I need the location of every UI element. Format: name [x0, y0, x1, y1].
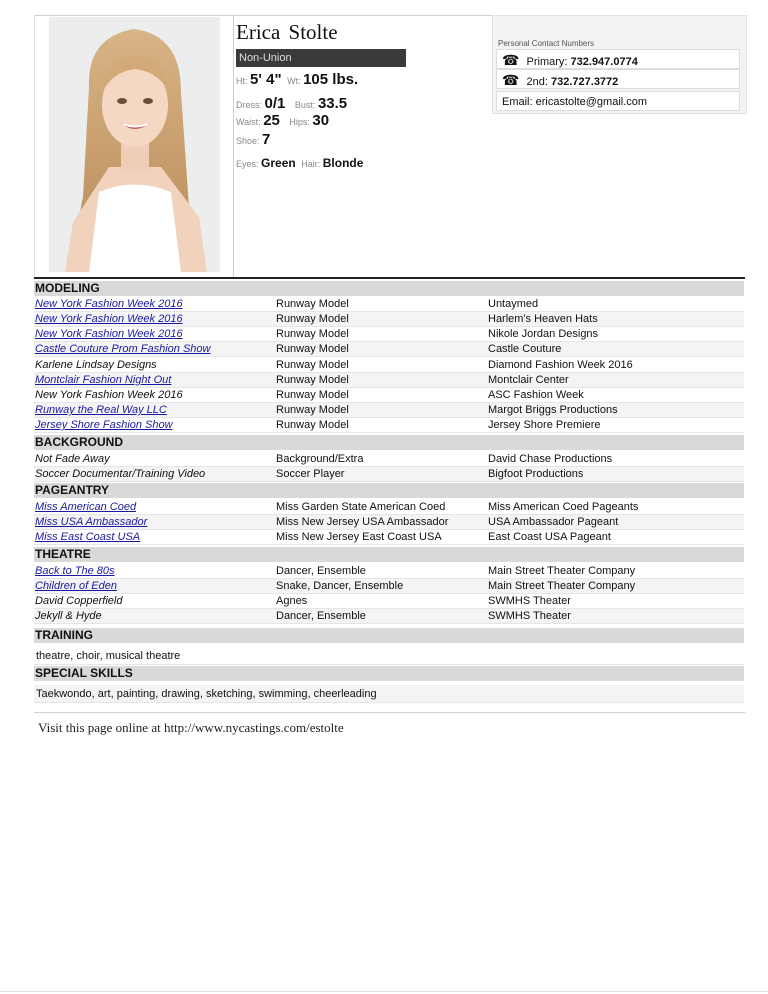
credit-project-link[interactable]: Montclair Fashion Night Out	[35, 373, 172, 386]
height-value: 5' 4"	[250, 71, 282, 88]
second-phone	[496, 69, 740, 89]
credit-role: Runway Model	[276, 313, 349, 326]
credit-row	[34, 452, 744, 467]
dress-bust-row	[236, 95, 350, 112]
credit-company: ASC Fashion Week	[488, 388, 584, 401]
headshot-frame	[34, 15, 234, 277]
credit-role: Runway Model	[276, 388, 349, 401]
footer-divider	[34, 712, 745, 713]
hair-value: Blonde	[322, 156, 364, 170]
bottom-rule	[0, 991, 768, 992]
credit-role: Runway Model	[276, 298, 349, 310]
waist-label: Waist:	[236, 117, 261, 127]
credit-row	[34, 388, 744, 403]
credit-row	[34, 594, 744, 609]
credit-role: Agnes	[276, 595, 308, 608]
shoe-value: 7	[262, 131, 271, 148]
eyes-value: Green	[261, 156, 296, 170]
credit-row	[34, 467, 744, 482]
credit-company: Main Street Theater Company	[488, 580, 636, 593]
credit-company: East Coast USA Pageant	[488, 531, 611, 544]
credit-role: Runway Model	[276, 404, 349, 417]
email-value: ericastolte@gmail.com	[535, 96, 648, 108]
section-header-training: TRAINING	[34, 628, 744, 643]
section-header-background: BACKGROUND	[34, 435, 744, 450]
credit-row	[34, 564, 744, 579]
credit-project-link[interactable]: Miss USA Ambassador	[35, 516, 148, 529]
credit-role: Miss Garden State American Coed	[276, 501, 446, 513]
section-header-modeling: MODELING	[34, 281, 744, 296]
phone-icon: ☎	[502, 72, 520, 88]
waist-hips-row	[236, 112, 332, 129]
shoe-row	[236, 131, 273, 148]
email-label: Email:	[502, 96, 533, 108]
second-phone-label: 2nd:	[526, 76, 548, 88]
credit-row	[34, 373, 744, 388]
credit-row	[34, 530, 744, 545]
weight-value: 105 lbs.	[303, 71, 359, 88]
credit-role: Miss New Jersey East Coast USA	[276, 531, 442, 544]
credit-company: Miss American Coed Pageants	[488, 501, 639, 513]
credit-role: Runway Model	[276, 419, 349, 432]
credit-company: Margot Briggs Productions	[488, 404, 618, 417]
credit-row	[34, 327, 744, 342]
credit-project: Karlene Lindsay Designs	[35, 358, 157, 371]
union-status: Non-Union	[236, 49, 406, 67]
credit-project-link[interactable]: Runway the Real Way LLC	[35, 404, 167, 417]
credit-project-link[interactable]: Jersey Shore Fashion Show	[35, 419, 173, 432]
hips-label: Hips:	[289, 117, 310, 127]
email-box	[496, 91, 740, 111]
credit-role: Snake, Dancer, Ensemble	[276, 580, 404, 593]
contact-panel	[492, 15, 747, 114]
height-weight-row	[236, 71, 361, 88]
eyes-label: Eyes:	[236, 159, 259, 169]
credit-project-link[interactable]: New York Fashion Week 2016	[35, 328, 183, 341]
credit-role: Runway Model	[276, 343, 349, 356]
credit-row	[34, 403, 744, 418]
credit-project: New York Fashion Week 2016	[35, 388, 183, 401]
credit-company: Nikole Jordan Designs	[488, 328, 599, 341]
credit-company: Diamond Fashion Week 2016	[488, 358, 633, 371]
credit-role: Soccer Player	[276, 468, 345, 481]
credit-row	[34, 515, 744, 530]
credit-company: SWMHS Theater	[488, 610, 571, 623]
profile-header	[34, 15, 745, 277]
credit-project-link[interactable]: Miss East Coast USA	[35, 531, 141, 544]
dress-label: Dress:	[236, 100, 263, 110]
credit-company: SWMHS Theater	[488, 595, 571, 608]
credit-role: Runway Model	[276, 328, 349, 341]
hair-label: Hair:	[301, 159, 321, 169]
credit-company: USA Ambassador Pageant	[488, 516, 619, 529]
height-label: Ht:	[236, 76, 248, 86]
primary-phone	[496, 49, 740, 69]
bust-value: 33.5	[317, 95, 348, 112]
credit-company: Jersey Shore Premiere	[488, 419, 601, 432]
credit-project: Soccer Documentar/Training Video	[35, 468, 206, 481]
credit-row	[34, 500, 744, 515]
credit-project-link[interactable]: Castle Couture Prom Fashion Show	[35, 343, 211, 356]
primary-phone-number: 732.947.0774	[570, 56, 638, 68]
footer-link-text: Visit this page online at http://www.nycastings.com/estolte	[38, 720, 344, 735]
credit-company: Main Street Theater Company	[488, 565, 636, 577]
headshot-photo	[49, 17, 220, 272]
bust-label: Bust:	[294, 100, 316, 110]
credit-company: Untaymed	[488, 298, 539, 310]
credit-company: David Chase Productions	[488, 453, 613, 465]
weight-label: Wt:	[287, 76, 301, 86]
credit-company: Harlem's Heaven Hats	[488, 313, 598, 326]
waist-value: 25	[263, 112, 280, 129]
credit-project-link[interactable]: Back to The 80s	[35, 565, 115, 577]
phone-icon: ☎	[502, 52, 520, 68]
performer-name: Erica Stolte	[236, 20, 338, 44]
section-header-pageantry: PAGEANTRY	[34, 483, 744, 498]
credit-project-link[interactable]: New York Fashion Week 2016	[35, 298, 183, 310]
credit-company: Bigfoot Productions	[488, 468, 584, 481]
section-header-skills: SPECIAL SKILLS	[34, 666, 744, 681]
credit-row	[34, 312, 744, 327]
credit-role: Dancer, Ensemble	[276, 610, 366, 623]
credit-project-link[interactable]: New York Fashion Week 2016	[35, 313, 183, 326]
hips-value: 30	[312, 112, 330, 129]
section-header-theatre: THEATRE	[34, 547, 744, 562]
credit-role: Runway Model	[276, 358, 349, 371]
credit-company: Castle Couture	[488, 343, 562, 356]
credit-row	[34, 358, 744, 373]
credit-row	[34, 297, 744, 312]
eyes-hair-row	[236, 156, 366, 170]
credit-row	[34, 579, 744, 594]
primary-phone-label: Primary:	[526, 56, 568, 68]
credit-row	[34, 418, 744, 433]
credit-role: Dancer, Ensemble	[276, 565, 366, 577]
shoe-label: Shoe:	[236, 136, 260, 146]
training-text: theatre, choir, musical theatre	[34, 647, 744, 665]
credit-project: Not Fade Away	[35, 453, 110, 465]
credit-project-link[interactable]: Miss American Coed	[35, 501, 137, 513]
skills-text: Taekwondo, art, painting, drawing, sketching, swimming, cheerleading	[34, 685, 744, 703]
credit-role: Background/Extra	[276, 453, 364, 465]
credit-project: Jekyll & Hyde	[35, 610, 102, 623]
contact-title: Personal Contact Numbers	[498, 39, 595, 48]
credit-role: Miss New Jersey USA Ambassador	[276, 516, 449, 529]
credit-row	[34, 609, 744, 624]
credit-role: Runway Model	[276, 373, 349, 386]
credit-company: Montclair Center	[488, 373, 569, 386]
dress-value: 0/1	[264, 95, 286, 112]
second-phone-number: 732.727.3772	[551, 76, 619, 88]
header-divider	[34, 277, 745, 279]
credit-project: David Copperfield	[35, 595, 123, 608]
credit-project-link[interactable]: Children of Eden	[35, 580, 117, 593]
credit-row	[34, 342, 744, 357]
